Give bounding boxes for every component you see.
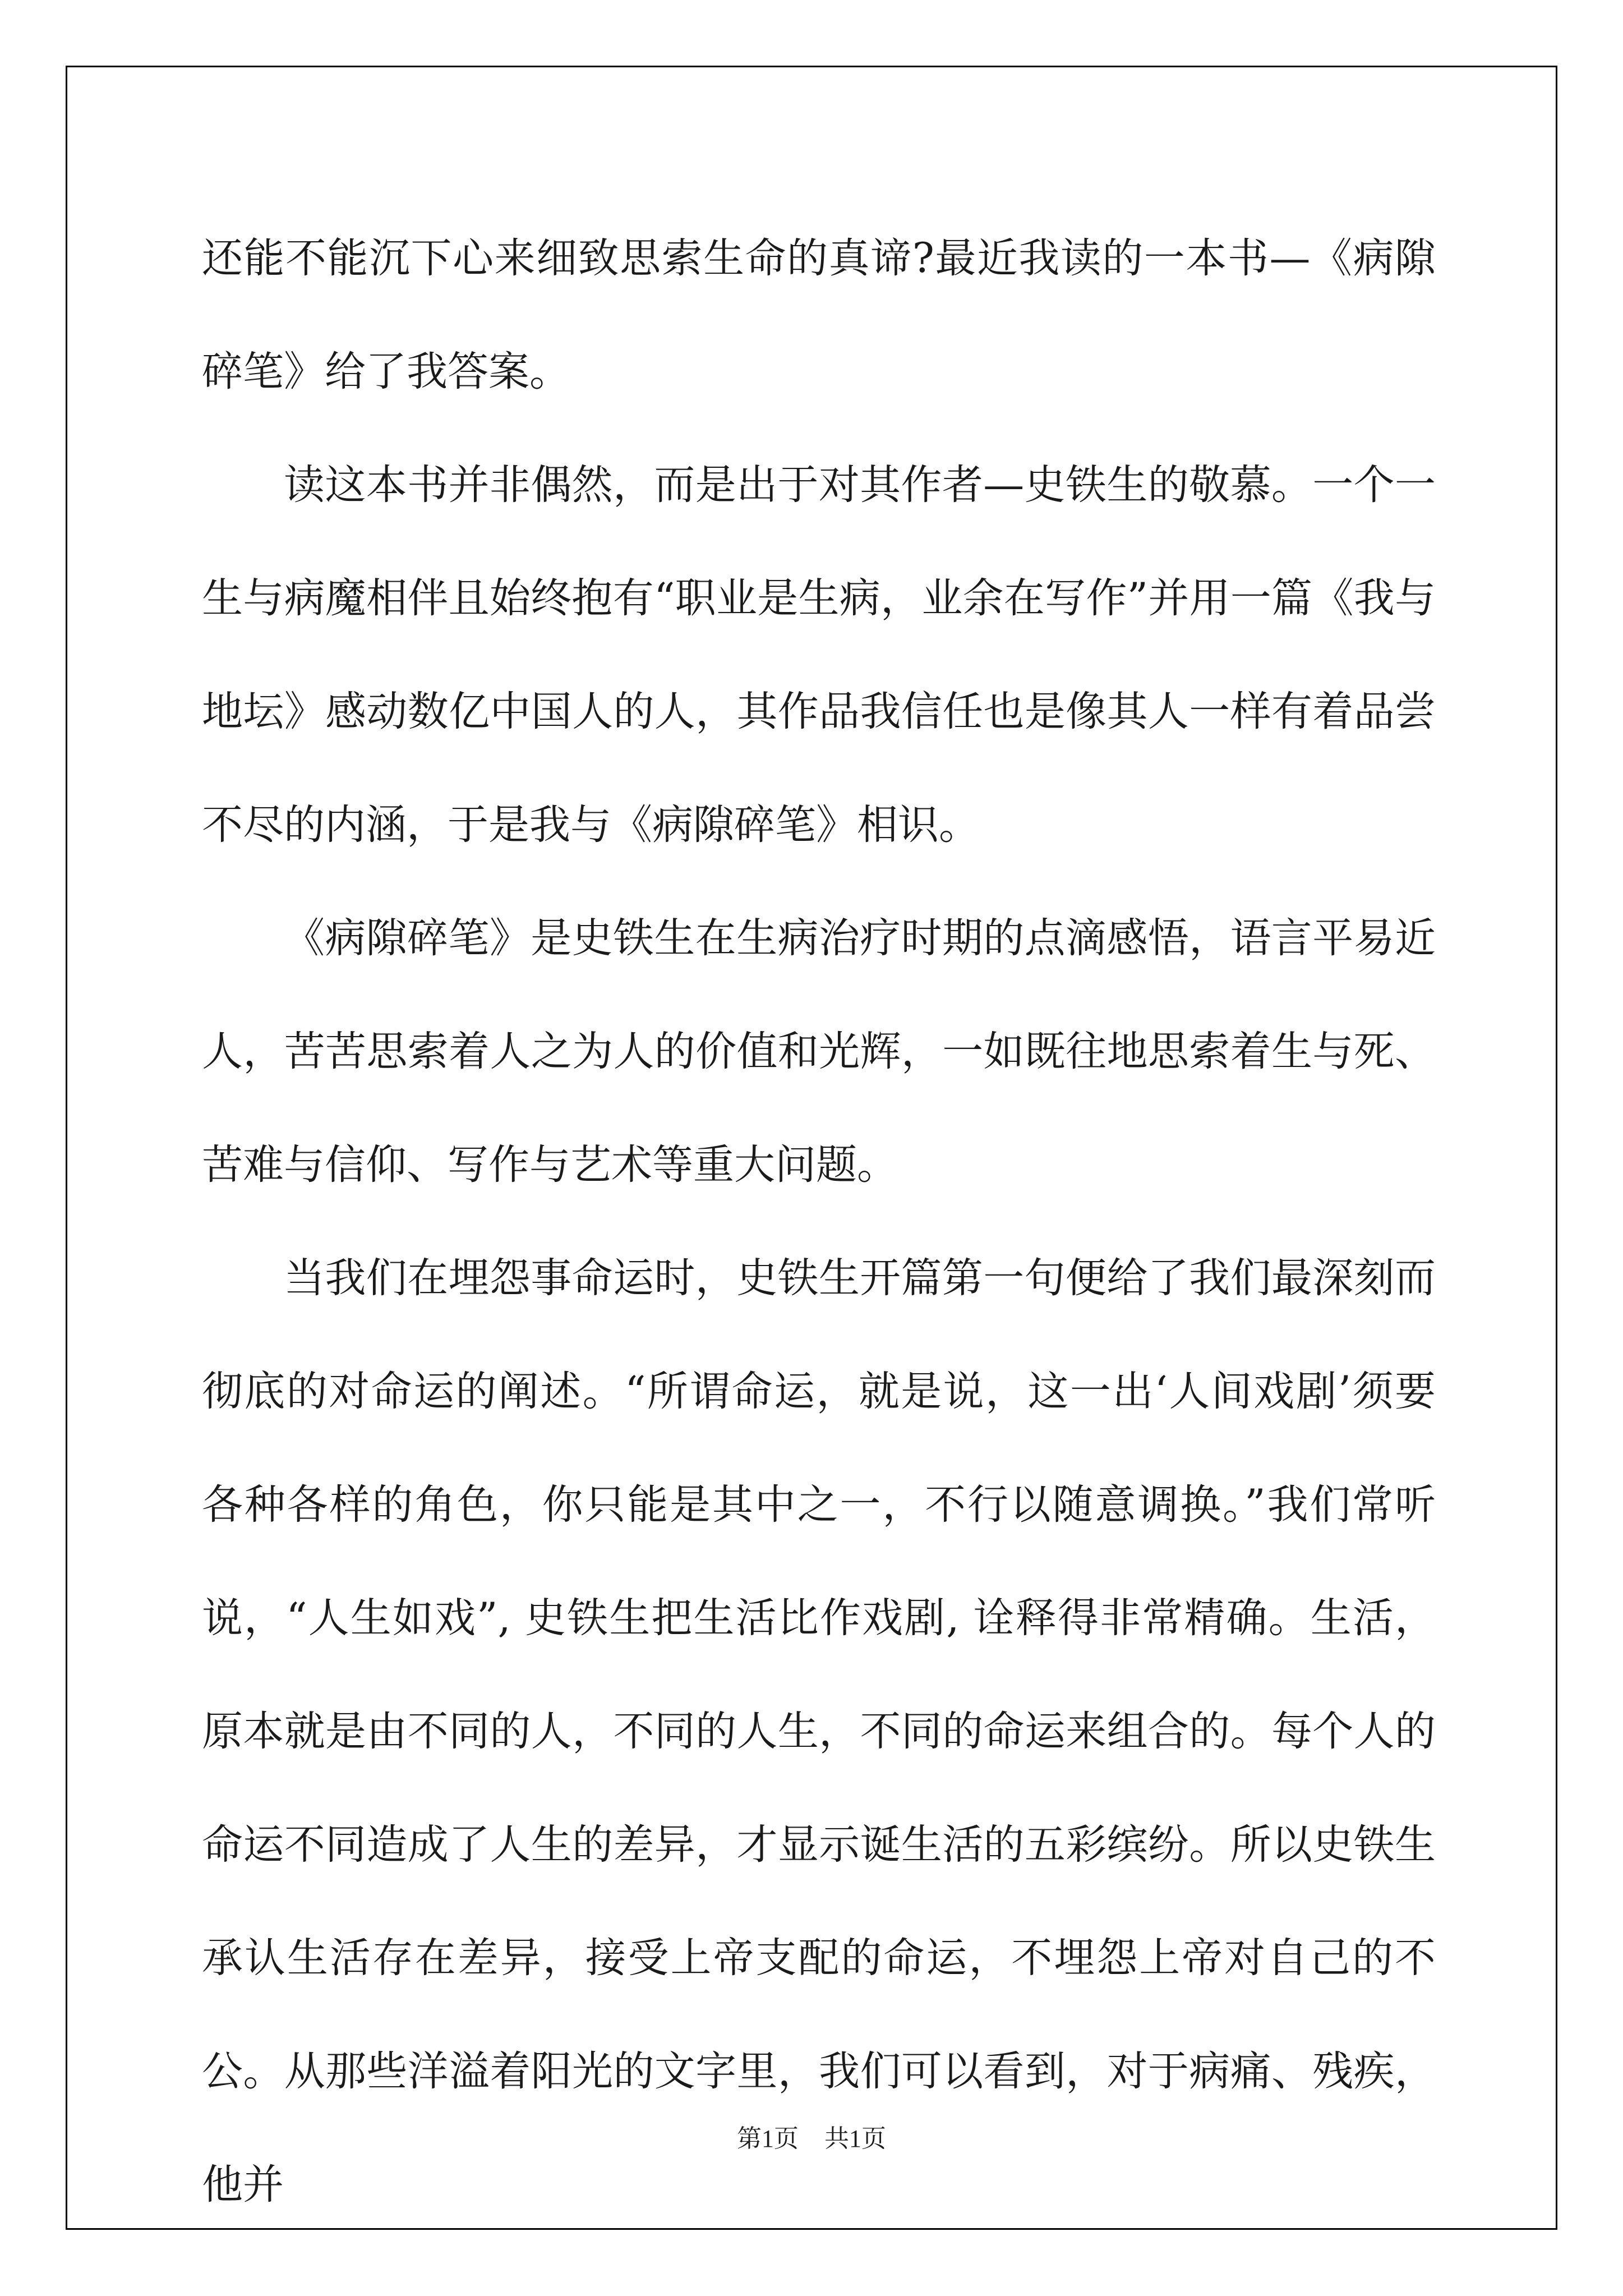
paragraph-3: 《病隙碎笔》是史铁生在生病治疗时期的点滴感悟，语言平易近人，苦苦思索着人之为人的价值和光辉，一如既往地思索着生与死、苦难与信仰、写作与艺术等重大问题。 (202, 914, 1436, 1189)
document-body (202, 202, 1436, 2242)
page-footer (0, 2122, 1623, 2156)
page-number: 第1页 (737, 2125, 799, 2152)
paragraph-4: 当我们在埋怨事命运时，史铁生开篇第一句便给了我们最深刻而彻底的对命运的阐述。“所谓命运，就是说，这一出‘人间戏剧’须要各种各样的角色，你只能是其中之一，不行以随意调换。”我们常听说，“人生如戏”, 史铁生把生活比作戏剧, 诠释得非常精确。生活，原本就是由不同的人，不同的人生，不同的命运来组合的。每个人的命运不同造成了人生的差异，才显示诞生活的五彩缤纷。所以史铁生承认生活存在差异，接受上帝支配的命运，不埋怨上帝对自己的不公。从那些洋溢着阳光的文字里，我们可以看到，对于病痛、残疾，他并 (202, 1254, 1436, 2208)
paragraph-2: 读这本书并非偶然，而是出于对其作者—史铁生的敬慕。一个一生与病魔相伴且始终抱有“职业是生病，业余在写作”并用一篇《我与地坛》感动数亿中国人的人，其作品我信任也是像其人一样有着品尝不尽的内涵，于是我与《病隙碎笔》相识。 (202, 461, 1436, 849)
page-total: 共1页 (824, 2125, 886, 2152)
paragraph-1: 还能不能沉下心来细致思索生命的真谛?最近我读的一本书—《病隙碎笔》给了我答案。 (202, 234, 1436, 395)
